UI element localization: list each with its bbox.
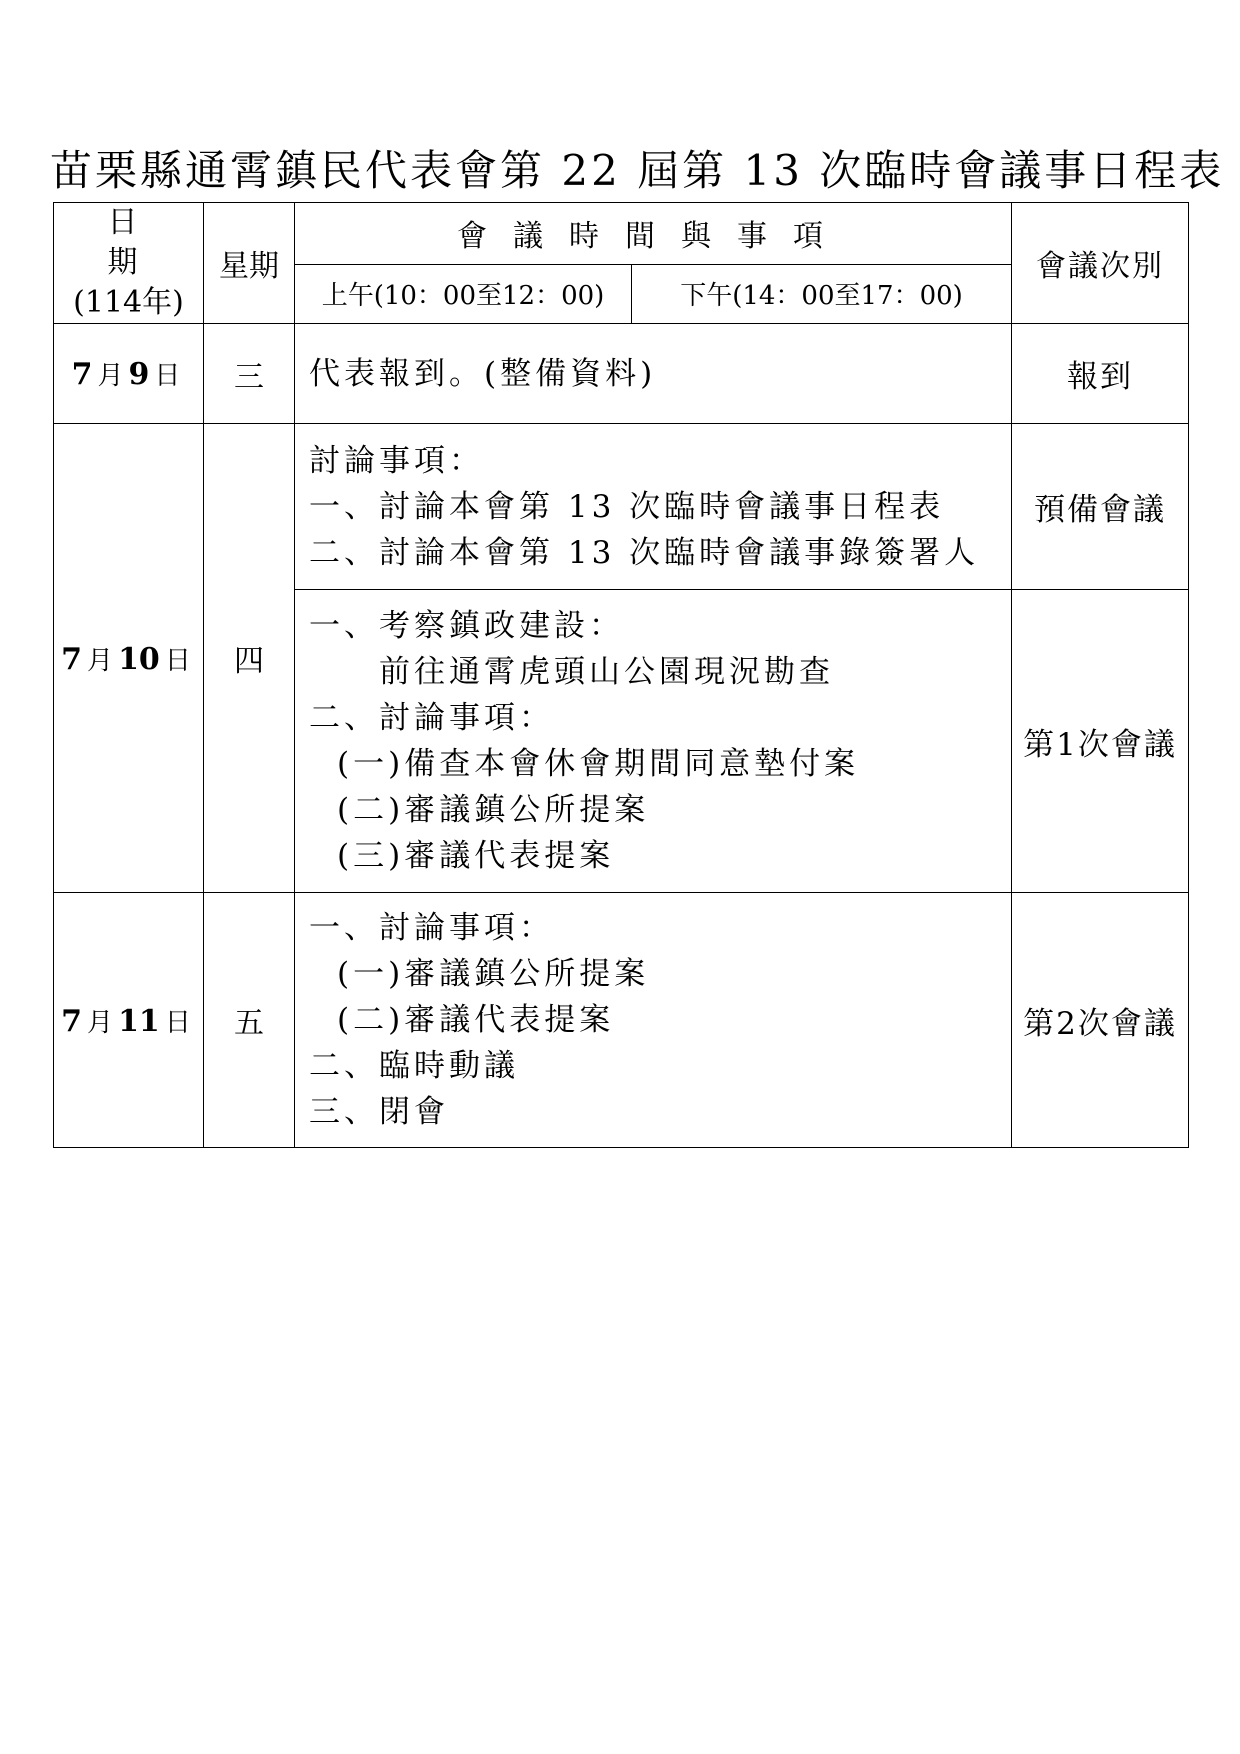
header-session-type: 會議次別 (1012, 203, 1189, 324)
header-date-year: (114年) (73, 285, 184, 320)
session-cell: 報到 (1012, 324, 1189, 424)
header-weekday: 星期 (204, 203, 295, 324)
table-row (54, 424, 1189, 590)
session-cell: 第2次會議 (1012, 893, 1189, 1148)
agenda-content: 代表報到。(整備資料) (295, 324, 1012, 424)
header-pm-slot: 下午(14：00至17：00) (632, 264, 1012, 323)
session-cell: 預備會議 (1012, 424, 1189, 590)
date-cell: 7 月 11 日 (54, 893, 204, 1148)
agenda-content: 一、討論事項： (一)審議鎮公所提案 (二)審議代表提案 二、臨時動議 三、閉會 (295, 893, 1012, 1148)
session-cell: 第1次會議 (1012, 590, 1189, 893)
table-row (54, 324, 1189, 424)
agenda-content: 一、考察鎮政建設： 前往通霄虎頭山公園現況勘查 二、討論事項： (一)備查本會休會期間同意墊付案 (二)審議鎮公所提案 (三)審議代表提案 (295, 590, 1012, 893)
weekday-cell: 五 (204, 893, 295, 1148)
date-cell: 7 月 10 日 (54, 424, 204, 893)
agenda-table (53, 202, 1189, 1148)
header-am-slot: 上午(10：00至12：00) (295, 264, 632, 323)
header-topic: 會議時間與事項 (295, 203, 1012, 265)
header-date-label: 日期 (107, 205, 190, 280)
weekday-cell: 三 (204, 324, 295, 424)
agenda-content: 討論事項： 一、討論本會第 13 次臨時會議事日程表 二、討論本會第 13 次臨時會議事錄簽署人 (295, 424, 1012, 590)
page-title: 苗栗縣通霄鎮民代表會第 22 屆第 13 次臨時會議事日程表 (50, 146, 1225, 195)
weekday-cell: 四 (204, 424, 295, 893)
date-cell: 7 月 9 日 (54, 324, 204, 424)
table-row (54, 893, 1189, 1148)
header-date (54, 203, 204, 324)
